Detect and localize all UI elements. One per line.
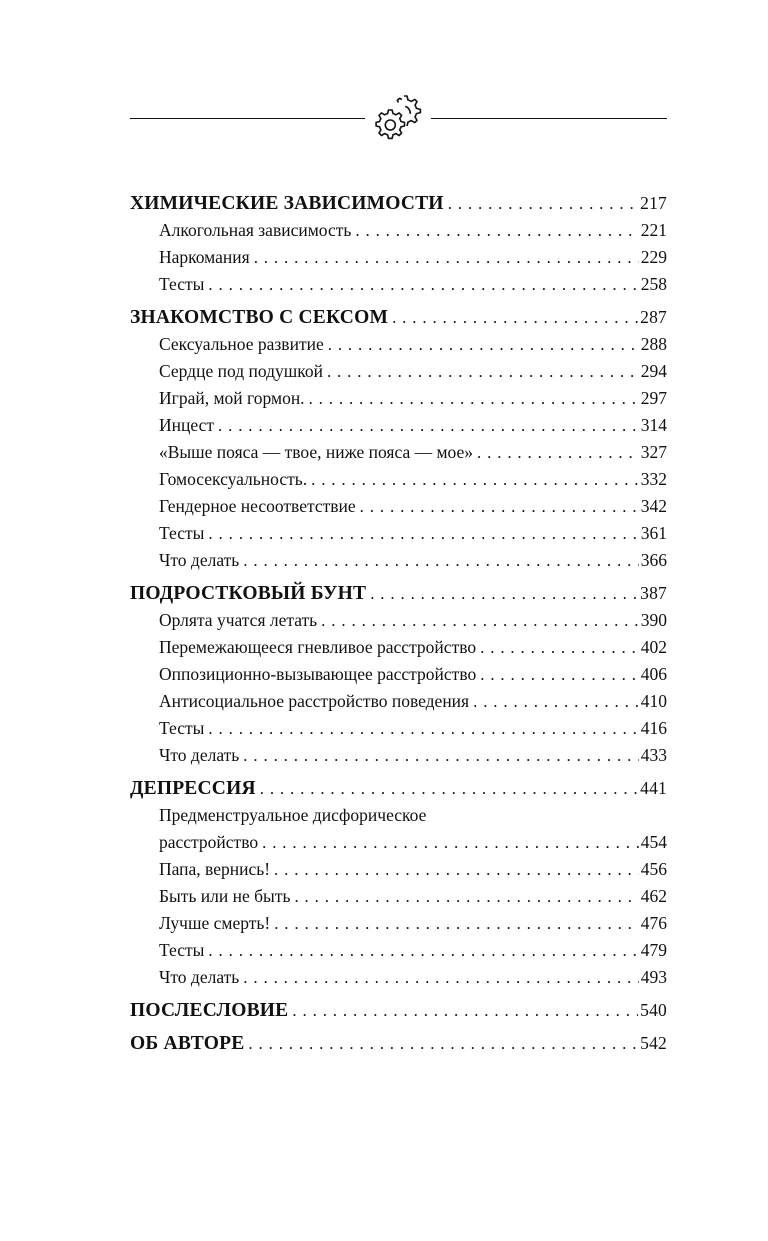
- dot-leader: [254, 244, 639, 271]
- toc-item[interactable]: [130, 244, 667, 271]
- toc-item[interactable]: [130, 358, 667, 385]
- page-number: 542: [640, 1033, 667, 1053]
- item-title: Тесты: [159, 940, 205, 960]
- dot-leader: [370, 580, 638, 607]
- toc-item[interactable]: [130, 829, 667, 856]
- page-number: 287: [640, 307, 667, 327]
- divider-rule-right: [431, 118, 667, 119]
- dot-leader: [328, 331, 639, 358]
- toc-item[interactable]: [130, 883, 667, 910]
- page-number: 229: [640, 247, 667, 267]
- dot-leader: [327, 358, 639, 385]
- page-number: 342: [640, 496, 667, 516]
- toc-item[interactable]: [130, 520, 667, 547]
- dot-leader: [260, 775, 638, 802]
- toc-item[interactable]: [130, 493, 667, 520]
- page-number: 314: [640, 415, 667, 435]
- page-number: 221: [640, 220, 667, 240]
- item-title: Сердце под подушкой: [159, 361, 323, 381]
- page-number: 294: [640, 361, 667, 381]
- item-title: Играй, мой гормон.: [159, 388, 305, 408]
- toc-section-chemical-dependencies[interactable]: [130, 190, 667, 217]
- page-number: 406: [640, 664, 667, 684]
- page-number: 433: [640, 745, 667, 765]
- toc-item[interactable]: [130, 466, 667, 493]
- section-title: ХИМИЧЕСКИЕ ЗАВИСИМОСТИ: [130, 193, 444, 214]
- item-title: Наркомания: [159, 247, 250, 267]
- section-title: ОБ АВТОРЕ: [130, 1033, 245, 1054]
- item-title: Оппозиционно-вызывающее расстройство: [159, 664, 477, 684]
- toc-section-acquaintance-with-sex[interactable]: [130, 304, 667, 331]
- page-number: 476: [640, 913, 667, 933]
- dot-leader: [473, 688, 639, 715]
- item-title-line1: Предменструальное дисфорическое: [159, 805, 427, 825]
- page-number: 361: [640, 523, 667, 543]
- page-number: 493: [640, 967, 667, 987]
- item-title: Антисоциальное расстройство поведения: [159, 691, 470, 711]
- item-title: «Выше пояса — твое, ниже пояса — мое»: [159, 442, 474, 462]
- dot-leader: [321, 607, 639, 634]
- item-title: расстройство: [159, 832, 259, 852]
- dot-leader: [292, 997, 638, 1024]
- dot-leader: [480, 634, 639, 661]
- page-number: 332: [640, 469, 667, 489]
- toc-section-depression[interactable]: [130, 775, 667, 802]
- page-number: 416: [640, 718, 667, 738]
- item-title: Тесты: [159, 274, 205, 294]
- item-title: Перемежающееся гневливое расстройство: [159, 637, 477, 657]
- section-title: ЗНАКОМСТВО С СЕКСОМ: [130, 307, 389, 328]
- dot-leader: [448, 190, 638, 217]
- dot-leader: [392, 304, 638, 331]
- toc-item[interactable]: [130, 910, 667, 937]
- item-title: Орлята учатся летать: [159, 610, 318, 630]
- page-number: 366: [640, 550, 667, 570]
- toc-item[interactable]: [130, 634, 667, 661]
- page-number: 258: [640, 274, 667, 294]
- page-number: 297: [640, 388, 667, 408]
- header-ornament: [130, 92, 667, 144]
- item-title: Что делать: [159, 967, 240, 987]
- toc-item-wrapped-line[interactable]: [130, 802, 667, 829]
- toc-item[interactable]: [130, 547, 667, 574]
- toc-item[interactable]: [130, 217, 667, 244]
- table-of-contents: [130, 190, 667, 1057]
- toc-section-afterword[interactable]: [130, 997, 667, 1024]
- toc-item[interactable]: [130, 385, 667, 412]
- dot-leader: [309, 385, 639, 412]
- item-title: Алкогольная зависимость: [159, 220, 352, 240]
- item-title: Тесты: [159, 523, 205, 543]
- page-number: 387: [640, 583, 667, 603]
- toc-item[interactable]: [130, 439, 667, 466]
- item-title: Инцест: [159, 415, 214, 435]
- item-title: Сексуальное развитие: [159, 334, 324, 354]
- dot-leader: [208, 271, 638, 298]
- item-title: Лучше смерть!: [159, 913, 271, 933]
- dot-leader: [243, 964, 638, 991]
- page-number: 327: [640, 442, 667, 462]
- page-number: 390: [640, 610, 667, 630]
- dot-leader: [360, 493, 639, 520]
- section-title: ПОДРОСТКОВЫЙ БУНТ: [130, 583, 367, 604]
- toc-item[interactable]: [130, 331, 667, 358]
- dot-leader: [294, 883, 638, 910]
- dot-leader: [477, 439, 639, 466]
- item-title: Тесты: [159, 718, 205, 738]
- toc-item[interactable]: [130, 688, 667, 715]
- item-title: Папа, вернись!: [159, 859, 271, 879]
- page-number: 456: [640, 859, 667, 879]
- dot-leader: [480, 661, 639, 688]
- toc-item[interactable]: [130, 607, 667, 634]
- dot-leader: [218, 412, 639, 439]
- item-title: Что делать: [159, 550, 240, 570]
- toc-item[interactable]: [130, 742, 667, 769]
- page-number: 479: [640, 940, 667, 960]
- page-number: 540: [640, 1000, 667, 1020]
- gears-icon: [371, 92, 427, 144]
- item-title: Быть или не быть: [159, 886, 291, 906]
- dot-leader: [262, 829, 639, 856]
- dot-leader: [274, 910, 639, 937]
- item-title: Гомосексуальность.: [159, 469, 308, 489]
- page-number: 217: [640, 193, 667, 213]
- dot-leader: [248, 1030, 638, 1057]
- dot-leader: [243, 547, 638, 574]
- page-number: 441: [640, 778, 667, 798]
- page-number: 454: [640, 832, 667, 852]
- toc-item[interactable]: [130, 661, 667, 688]
- dot-leader: [355, 217, 638, 244]
- dot-leader: [243, 742, 638, 769]
- dot-leader: [274, 856, 639, 883]
- dot-leader: [311, 466, 639, 493]
- page-number: 462: [640, 886, 667, 906]
- divider-rule-left: [130, 118, 365, 119]
- toc-item[interactable]: [130, 715, 667, 742]
- page-number: 402: [640, 637, 667, 657]
- dot-leader: [208, 520, 638, 547]
- toc-section-about-author[interactable]: [130, 1030, 667, 1057]
- toc-item[interactable]: [130, 856, 667, 883]
- page-number: 288: [640, 334, 667, 354]
- page-number: 410: [640, 691, 667, 711]
- toc-item[interactable]: [130, 271, 667, 298]
- section-title: ПОСЛЕСЛОВИЕ: [130, 1000, 289, 1021]
- item-title: Гендерное несоответствие: [159, 496, 356, 516]
- toc-item[interactable]: [130, 937, 667, 964]
- item-title: Что делать: [159, 745, 240, 765]
- toc-item[interactable]: [130, 412, 667, 439]
- dot-leader: [208, 937, 638, 964]
- section-title: ДЕПРЕССИЯ: [130, 778, 256, 799]
- toc-item[interactable]: [130, 964, 667, 991]
- toc-section-teen-rebellion[interactable]: [130, 580, 667, 607]
- dot-leader: [208, 715, 638, 742]
